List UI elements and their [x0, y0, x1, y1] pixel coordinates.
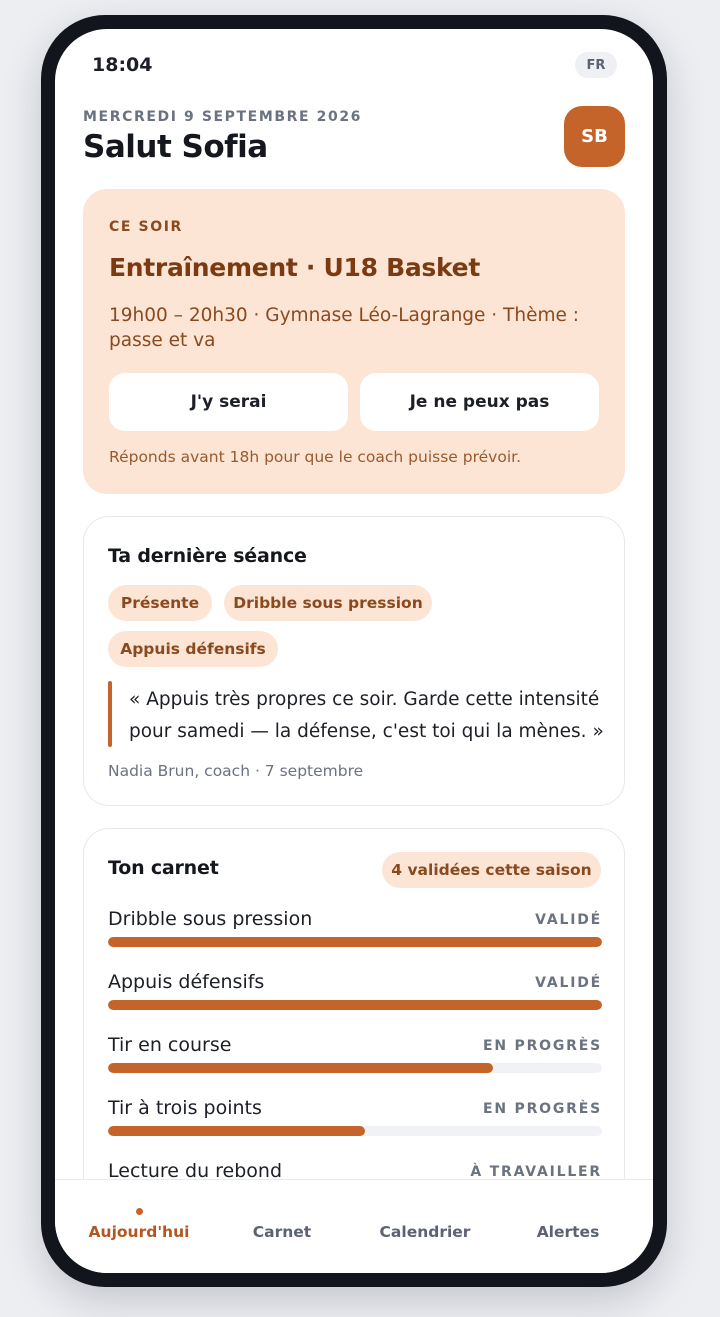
skill-progress-track	[108, 1126, 602, 1136]
phone-frame	[41, 15, 667, 1287]
quote-accent-bar	[108, 681, 112, 747]
tab-alerts[interactable]	[498, 1180, 638, 1273]
decline-button[interactable]: Je ne peux pas	[360, 373, 599, 431]
skill-name: Appuis défensifs	[108, 971, 265, 993]
skill-row[interactable]	[108, 1097, 602, 1147]
greeting-title: Salut Sofia	[83, 129, 268, 165]
skill-status: VALIDÉ	[535, 912, 602, 928]
skill-name: Dribble sous pression	[108, 908, 313, 930]
validated-count-badge: 4 validées cette saison	[382, 852, 601, 888]
last-session-card	[83, 516, 625, 806]
skill-progress-track	[108, 1000, 602, 1010]
tonight-card	[83, 189, 625, 494]
tab-calendar[interactable]	[355, 1180, 495, 1273]
skill-status: EN PROGRÈS	[482, 1101, 602, 1117]
skill-name: Lecture du rebond	[108, 1160, 283, 1179]
app-screen	[55, 29, 653, 1273]
rsvp-deadline-note: Réponds avant 18h pour que le coach puisse prévoir.	[109, 448, 522, 466]
session-tag: Présente	[108, 585, 212, 621]
session-tag: Dribble sous pression	[224, 585, 432, 621]
bottom-tab-bar	[55, 1179, 653, 1273]
carnet-title: Ton carnet	[108, 857, 219, 879]
carnet-card	[83, 828, 625, 1179]
skill-progress-fill	[108, 937, 602, 947]
quote-author: Nadia Brun, coach · 7 septembre	[108, 762, 364, 780]
last-session-title: Ta dernière séance	[108, 545, 307, 567]
skill-name: Tir en course	[108, 1034, 232, 1056]
session-tag: Appuis défensifs	[108, 631, 278, 667]
skill-progress-track	[108, 937, 602, 947]
tab-label: Alertes	[536, 1223, 600, 1241]
tab-label: Carnet	[252, 1223, 312, 1241]
tab-today[interactable]	[69, 1180, 209, 1273]
tab-label: Calendrier	[379, 1223, 471, 1241]
skill-row[interactable]	[108, 908, 602, 958]
skill-progress-track	[108, 1063, 602, 1073]
skill-row[interactable]	[108, 971, 602, 1021]
home-scroll-area[interactable]	[55, 29, 653, 1179]
language-badge[interactable]: FR	[575, 52, 617, 78]
skill-status: À TRAVAILLER	[470, 1164, 602, 1179]
skill-status: VALIDÉ	[535, 975, 602, 991]
active-tab-dot	[136, 1208, 143, 1215]
status-bar	[55, 29, 653, 89]
skill-progress-fill	[108, 1063, 493, 1073]
coach-quote: « Appuis très propres ce soir. Garde cette intensité pour samedi — la défense, c'est toi qui la mènes. »	[129, 689, 604, 742]
skill-progress-fill	[108, 1000, 602, 1010]
attend-button[interactable]: J'y serai	[109, 373, 348, 431]
date-label: MERCREDI 9 SEPTEMBRE 2026	[83, 109, 363, 125]
skill-row[interactable]	[108, 1160, 602, 1179]
skill-status: EN PROGRÈS	[482, 1038, 602, 1054]
skill-row[interactable]	[108, 1034, 602, 1084]
status-time: 18:04	[92, 54, 153, 76]
skill-name: Tir à trois points	[108, 1097, 262, 1119]
tab-label: Aujourd'hui	[88, 1223, 190, 1241]
tonight-title: Entraînement · U18 Basket	[109, 253, 480, 282]
skill-progress-fill	[108, 1126, 365, 1136]
avatar[interactable]: SB	[564, 106, 625, 167]
tab-carnet[interactable]	[212, 1180, 352, 1273]
tonight-details: 19h00 – 20h30 · Gymnase Léo-Lagrange · Thème : passe et va	[109, 305, 579, 351]
tonight-kicker: CE SOIR	[109, 219, 183, 235]
